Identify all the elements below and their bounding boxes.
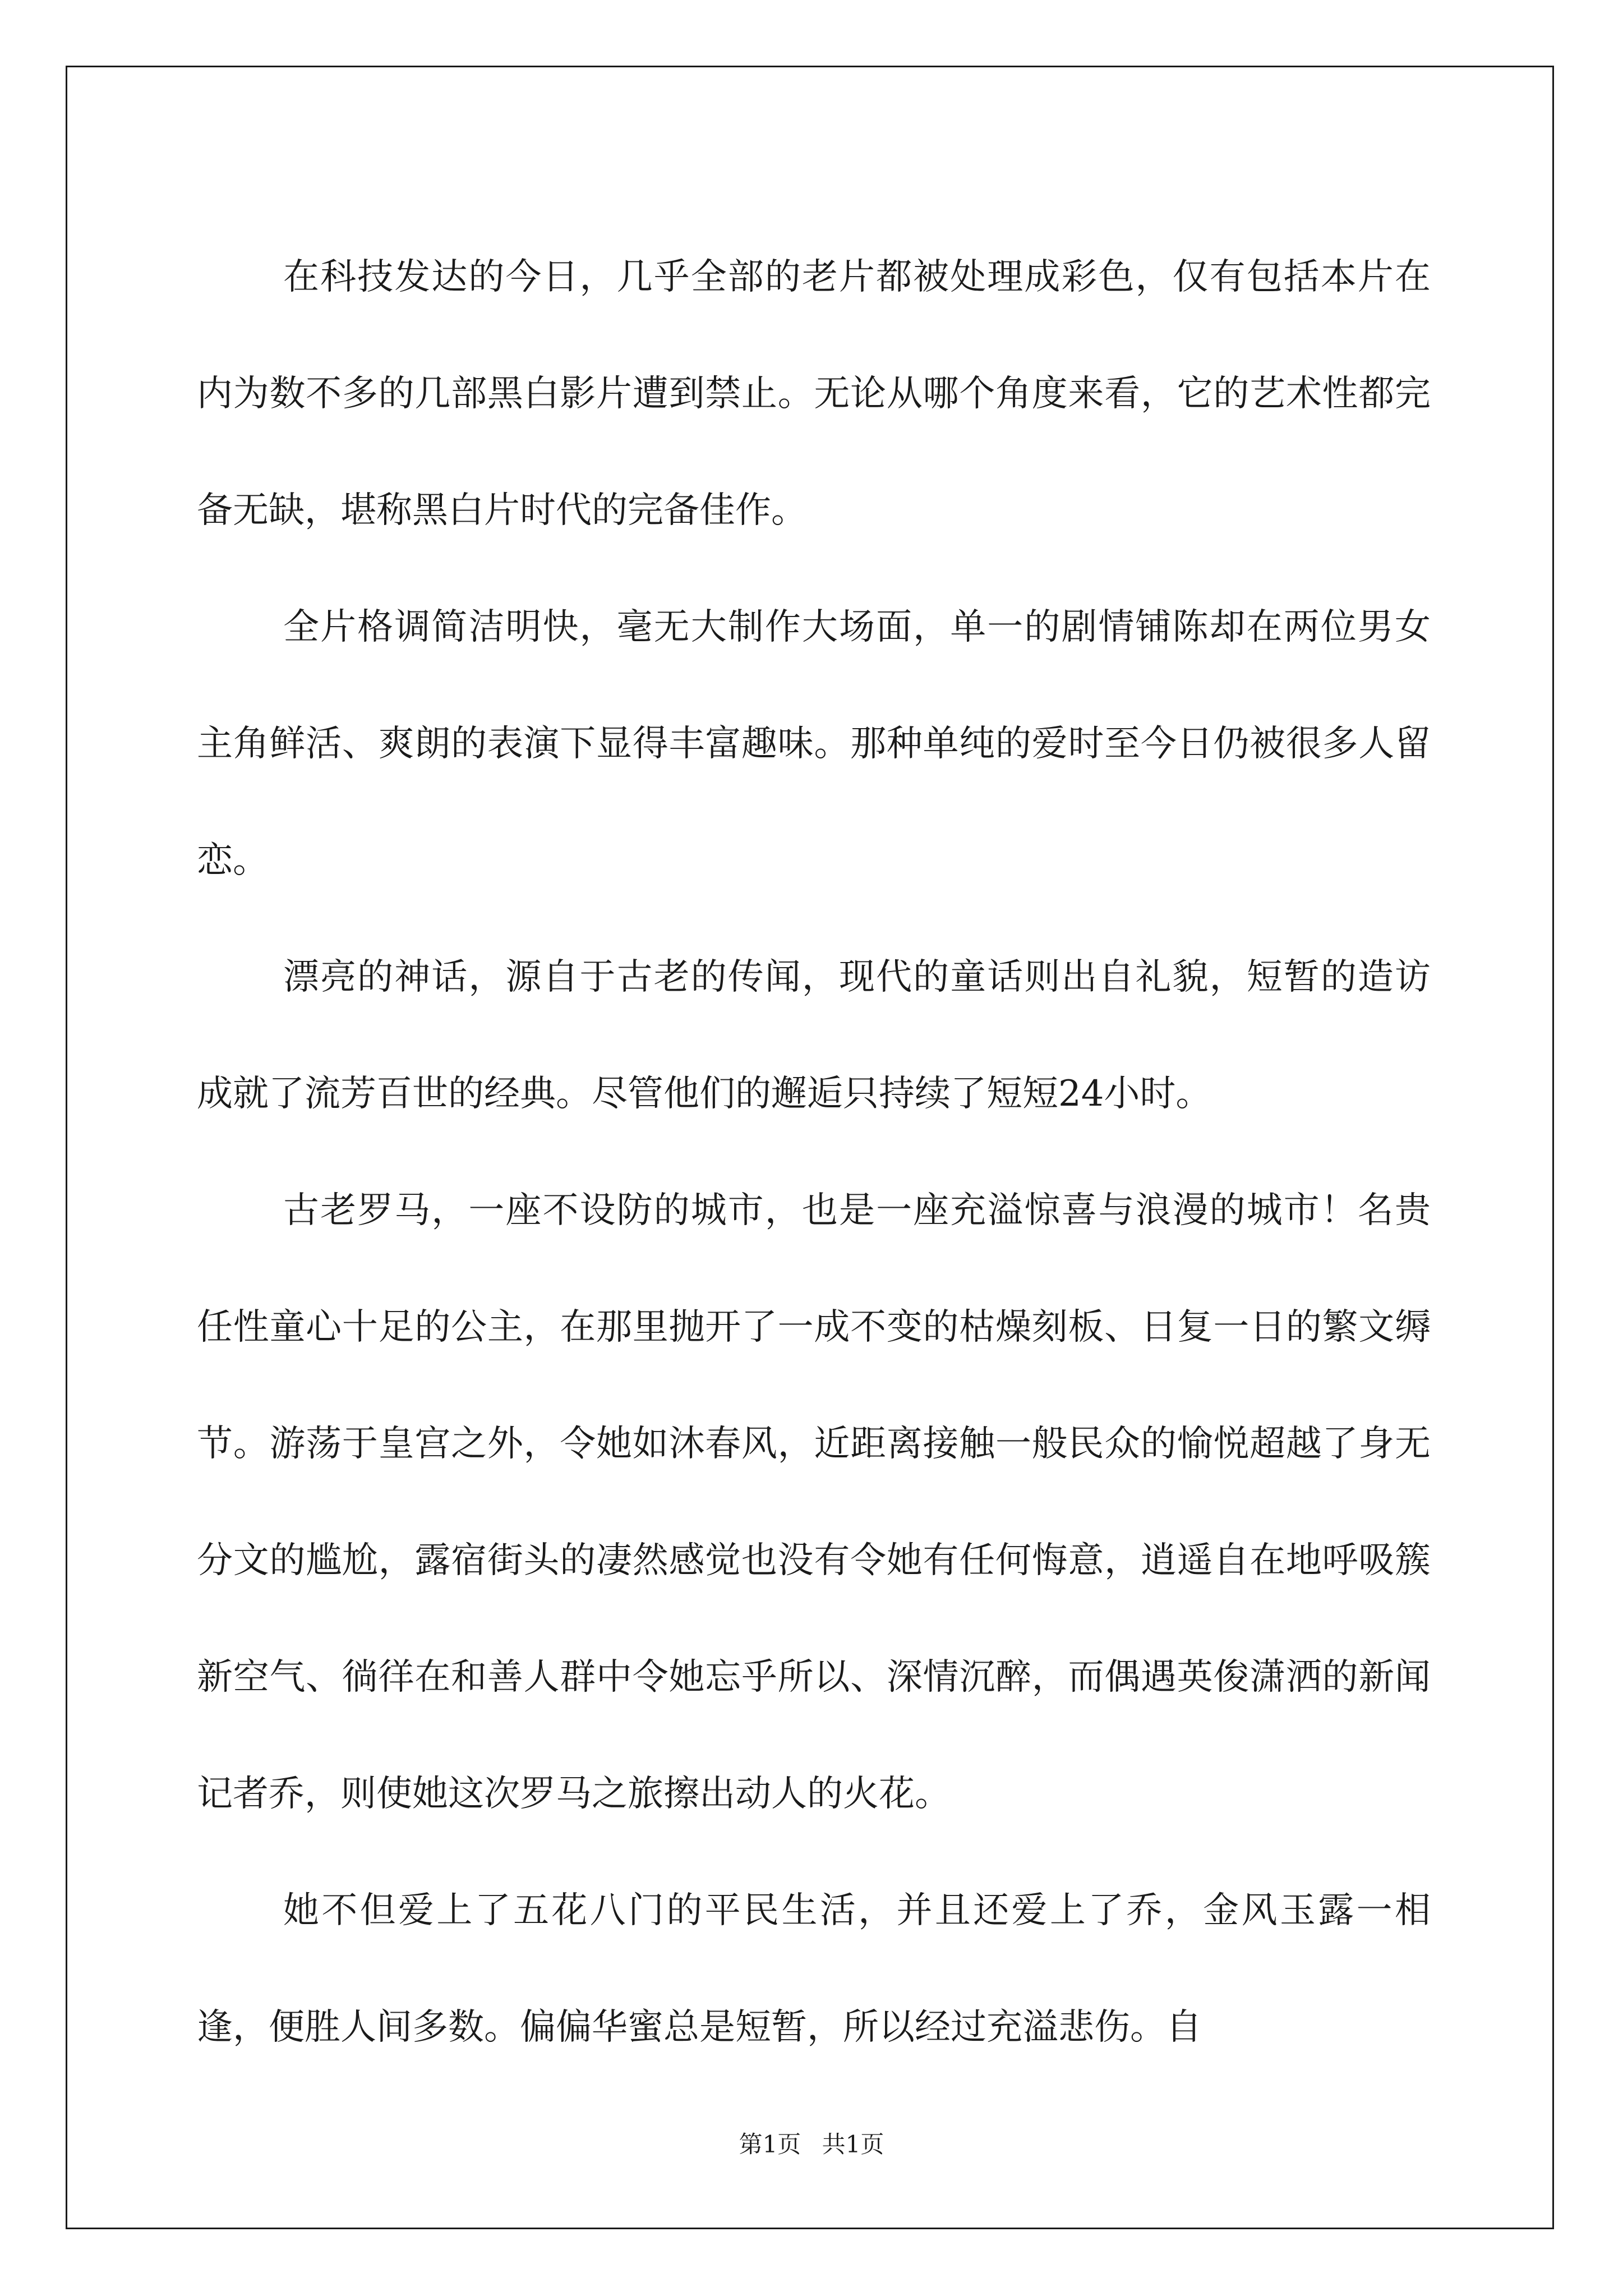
- document-body: [197, 219, 1431, 2086]
- page-total: 共1页: [822, 2131, 884, 2158]
- page-footer: [0, 2126, 1623, 2160]
- paragraph: 全片格调简洁明快，毫无大制作大场面，单一的剧情铺陈却在两位男女主角鲜活、爽朗的表演下显得丰富趣味。那种单纯的爱时至今日仍被很多人留恋。: [197, 606, 1431, 881]
- paragraph: 古老罗马，一座不设防的城市，也是一座充溢惊喜与浪漫的城市！名贵任性童心十足的公主，在那里抛开了一成不变的枯燥刻板、日复一日的繁文缛节。游荡于皇宫之外，令她如沐春风，近距离接触一般民众的愉悦超越了身无分文的尴尬，露宿街头的凄然感觉也没有令她有任何悔意，逍遥自在地呼吸簇新空气、徜徉在和善人群中令她忘乎所以、深情沉醉，而偶遇英俊潇洒的新闻记者乔，则使她这次罗马之旅擦出动人的火花。: [197, 1190, 1431, 1815]
- paragraph: 在科技发达的今日，几乎全部的老片都被处理成彩色，仅有包括本片在内为数不多的几部黑白影片遭到禁止。无论从哪个角度来看，它的艺术性都完备无缺，堪称黑白片时代的完备佳作。: [197, 256, 1431, 531]
- paragraph: 她不但爱上了五花八门的平民生活，并且还爱上了乔，金风玉露一相逢，便胜人间多数。偏偏华蜜总是短暂，所以经过充溢悲伤。自: [197, 1890, 1431, 2048]
- page-number: 第1页: [739, 2131, 801, 2158]
- paragraph: 漂亮的神话，源自于古老的传闻，现代的童话则出自礼貌，短暂的造访成就了流芳百世的经典。尽管他们的邂逅只持续了短短24小时。: [197, 956, 1431, 1115]
